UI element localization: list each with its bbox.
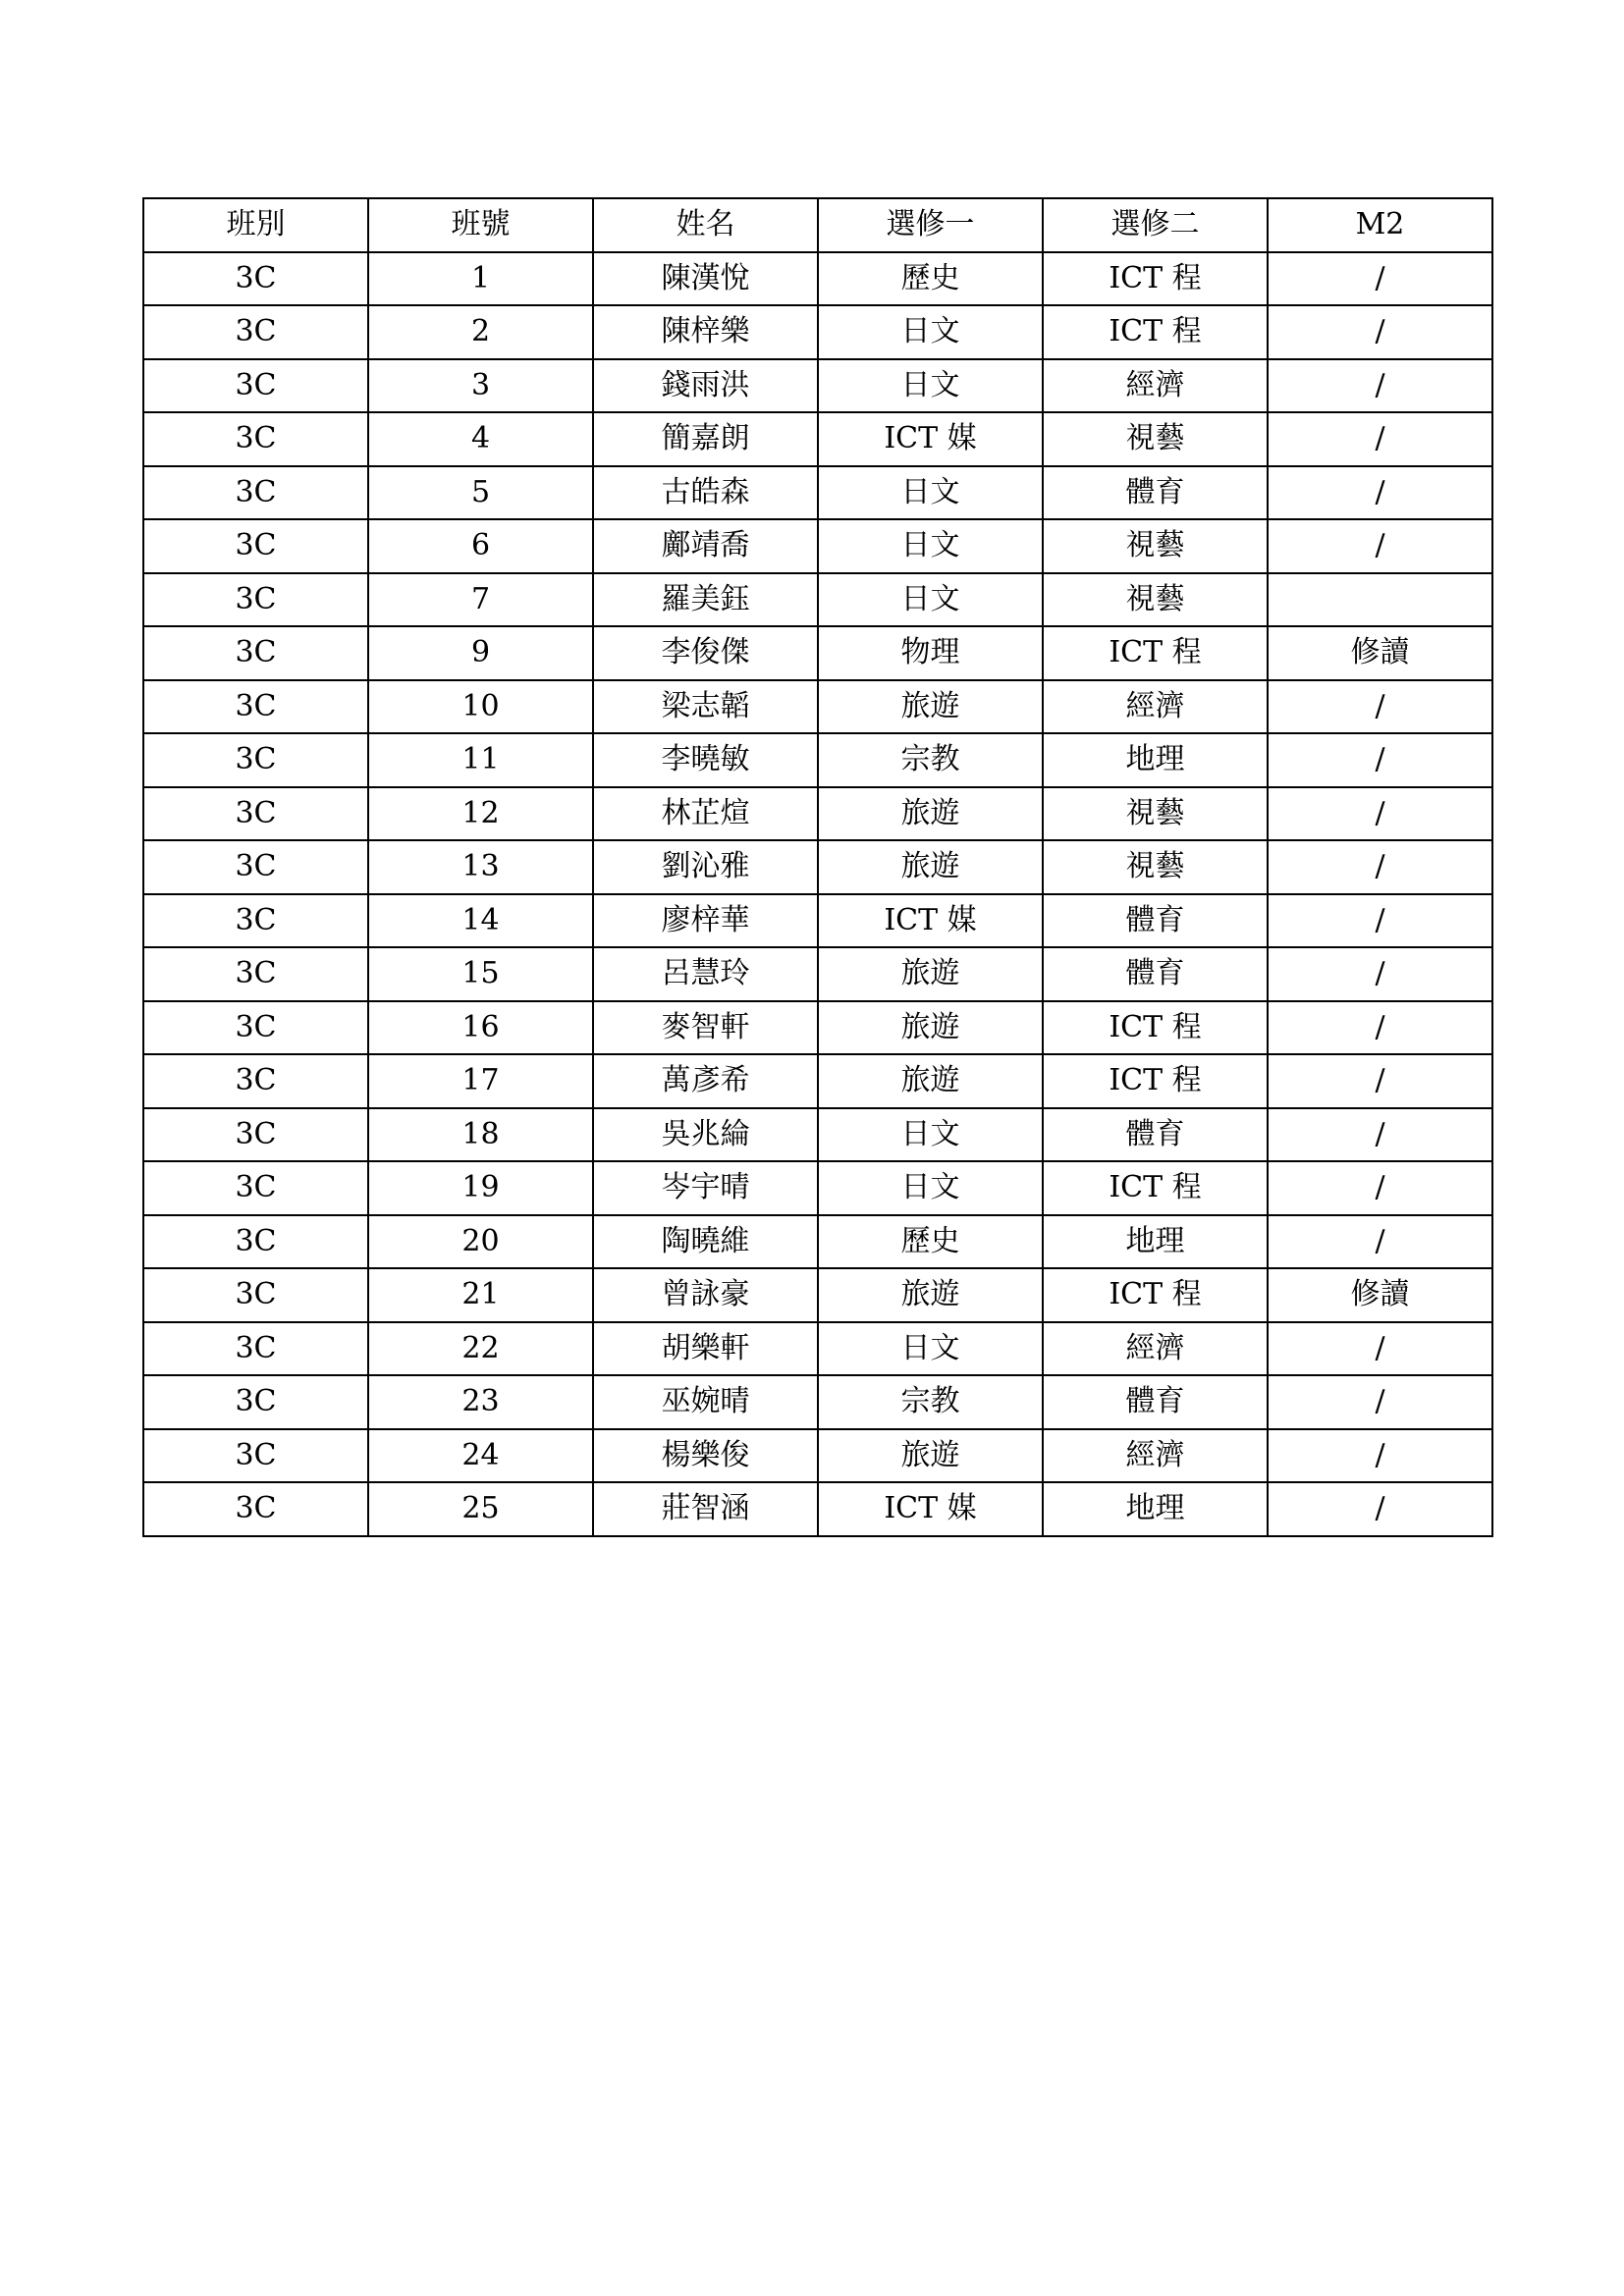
elective-2-cell: ICT 程 bbox=[1043, 1054, 1268, 1108]
elective-2-cell: 體育 bbox=[1043, 466, 1268, 520]
class-number-cell: 18 bbox=[368, 1108, 593, 1162]
class-number-cell: 14 bbox=[368, 894, 593, 948]
elective-2-cell: 體育 bbox=[1043, 894, 1268, 948]
class-number-cell: 17 bbox=[368, 1054, 593, 1108]
table-row bbox=[143, 359, 1492, 413]
table-row bbox=[143, 1054, 1492, 1108]
class-number-cell: 9 bbox=[368, 626, 593, 680]
elective-1-cell: 旅遊 bbox=[818, 1001, 1043, 1055]
m2-cell: / bbox=[1268, 1108, 1492, 1162]
class-number-cell: 4 bbox=[368, 412, 593, 466]
elective-1-cell: 旅遊 bbox=[818, 1429, 1043, 1483]
name-cell: 李曉敏 bbox=[593, 733, 818, 787]
name-cell: 林芷煊 bbox=[593, 787, 818, 841]
m2-cell: / bbox=[1268, 894, 1492, 948]
table-row bbox=[143, 947, 1492, 1001]
elective-1-cell: 日文 bbox=[818, 519, 1043, 573]
elective-2-cell: 經濟 bbox=[1043, 1322, 1268, 1376]
elective-1-cell: 旅遊 bbox=[818, 1268, 1043, 1322]
header-elective-2: 選修二 bbox=[1043, 198, 1268, 252]
m2-cell: 修讀 bbox=[1268, 1268, 1492, 1322]
table-row bbox=[143, 1268, 1492, 1322]
elective-1-cell: 歷史 bbox=[818, 1215, 1043, 1269]
name-cell: 簡嘉朗 bbox=[593, 412, 818, 466]
table-row bbox=[143, 787, 1492, 841]
m2-cell: / bbox=[1268, 412, 1492, 466]
elective-1-cell: 旅遊 bbox=[818, 787, 1043, 841]
class-cell: 3C bbox=[143, 1054, 368, 1108]
name-cell: 巫婉晴 bbox=[593, 1375, 818, 1429]
elective-2-cell: 體育 bbox=[1043, 947, 1268, 1001]
name-cell: 楊樂俊 bbox=[593, 1429, 818, 1483]
header-elective-1: 選修一 bbox=[818, 198, 1043, 252]
name-cell: 胡樂軒 bbox=[593, 1322, 818, 1376]
elective-2-cell: ICT 程 bbox=[1043, 305, 1268, 359]
elective-1-cell: 歷史 bbox=[818, 252, 1043, 306]
name-cell: 梁志韜 bbox=[593, 680, 818, 734]
table-row bbox=[143, 1108, 1492, 1162]
m2-cell: / bbox=[1268, 1429, 1492, 1483]
elective-2-cell: ICT 程 bbox=[1043, 1001, 1268, 1055]
elective-1-cell: 旅遊 bbox=[818, 680, 1043, 734]
m2-cell: / bbox=[1268, 519, 1492, 573]
elective-2-cell: 視藝 bbox=[1043, 840, 1268, 894]
class-cell: 3C bbox=[143, 1482, 368, 1536]
table-row bbox=[143, 1375, 1492, 1429]
class-cell: 3C bbox=[143, 252, 368, 306]
class-cell: 3C bbox=[143, 947, 368, 1001]
name-cell: 廖梓華 bbox=[593, 894, 818, 948]
class-number-cell: 2 bbox=[368, 305, 593, 359]
elective-2-cell: ICT 程 bbox=[1043, 1268, 1268, 1322]
m2-cell: / bbox=[1268, 359, 1492, 413]
m2-cell: / bbox=[1268, 1001, 1492, 1055]
table-row bbox=[143, 252, 1492, 306]
table-row bbox=[143, 1001, 1492, 1055]
elective-2-cell: 視藝 bbox=[1043, 573, 1268, 627]
table-row bbox=[143, 519, 1492, 573]
class-number-cell: 19 bbox=[368, 1161, 593, 1215]
class-cell: 3C bbox=[143, 894, 368, 948]
table-row bbox=[143, 573, 1492, 627]
class-number-cell: 7 bbox=[368, 573, 593, 627]
elective-2-cell: 經濟 bbox=[1043, 680, 1268, 734]
class-number-cell: 22 bbox=[368, 1322, 593, 1376]
class-cell: 3C bbox=[143, 733, 368, 787]
table-row bbox=[143, 680, 1492, 734]
elective-2-cell: 視藝 bbox=[1043, 412, 1268, 466]
name-cell: 呂慧玲 bbox=[593, 947, 818, 1001]
name-cell: 陶曉維 bbox=[593, 1215, 818, 1269]
m2-cell: / bbox=[1268, 1375, 1492, 1429]
m2-cell: / bbox=[1268, 787, 1492, 841]
name-cell: 莊智涵 bbox=[593, 1482, 818, 1536]
m2-cell: / bbox=[1268, 1482, 1492, 1536]
class-number-cell: 5 bbox=[368, 466, 593, 520]
elective-2-cell: 地理 bbox=[1043, 1482, 1268, 1536]
elective-2-cell: 地理 bbox=[1043, 1215, 1268, 1269]
table-row bbox=[143, 1161, 1492, 1215]
table-row bbox=[143, 894, 1492, 948]
table-row bbox=[143, 412, 1492, 466]
class-number-cell: 20 bbox=[368, 1215, 593, 1269]
class-number-cell: 1 bbox=[368, 252, 593, 306]
class-cell: 3C bbox=[143, 519, 368, 573]
elective-2-cell: 視藝 bbox=[1043, 519, 1268, 573]
elective-1-cell: ICT 媒 bbox=[818, 412, 1043, 466]
name-cell: 李俊傑 bbox=[593, 626, 818, 680]
elective-1-cell: 日文 bbox=[818, 1108, 1043, 1162]
class-cell: 3C bbox=[143, 1375, 368, 1429]
name-cell: 萬彥希 bbox=[593, 1054, 818, 1108]
name-cell: 古皓森 bbox=[593, 466, 818, 520]
student-elective-table bbox=[142, 197, 1493, 1537]
header-m2: M2 bbox=[1268, 198, 1492, 252]
class-cell: 3C bbox=[143, 680, 368, 734]
table-row bbox=[143, 626, 1492, 680]
m2-cell: / bbox=[1268, 466, 1492, 520]
class-number-cell: 13 bbox=[368, 840, 593, 894]
table-header-row bbox=[143, 198, 1492, 252]
m2-cell: / bbox=[1268, 1161, 1492, 1215]
header-class: 班別 bbox=[143, 198, 368, 252]
elective-1-cell: 物理 bbox=[818, 626, 1043, 680]
class-cell: 3C bbox=[143, 1001, 368, 1055]
m2-cell: / bbox=[1268, 252, 1492, 306]
name-cell: 陳漢悅 bbox=[593, 252, 818, 306]
header-name: 姓名 bbox=[593, 198, 818, 252]
name-cell: 錢雨洪 bbox=[593, 359, 818, 413]
elective-1-cell: 日文 bbox=[818, 1322, 1043, 1376]
class-number-cell: 25 bbox=[368, 1482, 593, 1536]
name-cell: 吳兆綸 bbox=[593, 1108, 818, 1162]
class-number-cell: 21 bbox=[368, 1268, 593, 1322]
class-cell: 3C bbox=[143, 1268, 368, 1322]
elective-1-cell: 日文 bbox=[818, 573, 1043, 627]
elective-1-cell: 日文 bbox=[818, 1161, 1043, 1215]
class-cell: 3C bbox=[143, 787, 368, 841]
table-row bbox=[143, 1322, 1492, 1376]
table-body bbox=[143, 252, 1492, 1536]
table-row bbox=[143, 466, 1492, 520]
table-row bbox=[143, 1482, 1492, 1536]
elective-2-cell: 地理 bbox=[1043, 733, 1268, 787]
elective-2-cell: ICT 程 bbox=[1043, 626, 1268, 680]
name-cell: 曾詠豪 bbox=[593, 1268, 818, 1322]
class-number-cell: 15 bbox=[368, 947, 593, 1001]
elective-2-cell: ICT 程 bbox=[1043, 252, 1268, 306]
m2-cell: / bbox=[1268, 1215, 1492, 1269]
elective-2-cell: 體育 bbox=[1043, 1108, 1268, 1162]
m2-cell: / bbox=[1268, 1054, 1492, 1108]
class-number-cell: 11 bbox=[368, 733, 593, 787]
elective-2-cell: 體育 bbox=[1043, 1375, 1268, 1429]
m2-cell: 修讀 bbox=[1268, 626, 1492, 680]
table-row bbox=[143, 840, 1492, 894]
m2-cell: / bbox=[1268, 947, 1492, 1001]
class-cell: 3C bbox=[143, 466, 368, 520]
class-number-cell: 24 bbox=[368, 1429, 593, 1483]
class-number-cell: 23 bbox=[368, 1375, 593, 1429]
elective-2-cell: 經濟 bbox=[1043, 359, 1268, 413]
class-cell: 3C bbox=[143, 359, 368, 413]
header-class-number: 班號 bbox=[368, 198, 593, 252]
m2-cell: / bbox=[1268, 1322, 1492, 1376]
class-number-cell: 16 bbox=[368, 1001, 593, 1055]
elective-1-cell: 日文 bbox=[818, 466, 1043, 520]
elective-2-cell: ICT 程 bbox=[1043, 1161, 1268, 1215]
table-row bbox=[143, 1215, 1492, 1269]
class-number-cell: 12 bbox=[368, 787, 593, 841]
m2-cell: / bbox=[1268, 680, 1492, 734]
elective-1-cell: 宗教 bbox=[818, 733, 1043, 787]
table-row bbox=[143, 305, 1492, 359]
class-cell: 3C bbox=[143, 626, 368, 680]
elective-1-cell: 旅遊 bbox=[818, 840, 1043, 894]
elective-1-cell: 旅遊 bbox=[818, 1054, 1043, 1108]
table-row bbox=[143, 1429, 1492, 1483]
name-cell: 麥智軒 bbox=[593, 1001, 818, 1055]
class-number-cell: 6 bbox=[368, 519, 593, 573]
elective-2-cell: 視藝 bbox=[1043, 787, 1268, 841]
elective-1-cell: 日文 bbox=[818, 359, 1043, 413]
name-cell: 羅美鈺 bbox=[593, 573, 818, 627]
elective-1-cell: 宗教 bbox=[818, 1375, 1043, 1429]
name-cell: 劉沁雅 bbox=[593, 840, 818, 894]
elective-2-cell: 經濟 bbox=[1043, 1429, 1268, 1483]
elective-1-cell: 日文 bbox=[818, 305, 1043, 359]
class-cell: 3C bbox=[143, 1215, 368, 1269]
class-cell: 3C bbox=[143, 1161, 368, 1215]
name-cell: 鄺靖喬 bbox=[593, 519, 818, 573]
m2-cell: / bbox=[1268, 305, 1492, 359]
m2-cell bbox=[1268, 573, 1492, 627]
class-number-cell: 3 bbox=[368, 359, 593, 413]
table-row bbox=[143, 733, 1492, 787]
class-cell: 3C bbox=[143, 1322, 368, 1376]
name-cell: 陳梓樂 bbox=[593, 305, 818, 359]
name-cell: 岑宇晴 bbox=[593, 1161, 818, 1215]
elective-1-cell: 旅遊 bbox=[818, 947, 1043, 1001]
elective-1-cell: ICT 媒 bbox=[818, 1482, 1043, 1536]
class-number-cell: 10 bbox=[368, 680, 593, 734]
m2-cell: / bbox=[1268, 840, 1492, 894]
class-cell: 3C bbox=[143, 1429, 368, 1483]
class-cell: 3C bbox=[143, 305, 368, 359]
m2-cell: / bbox=[1268, 733, 1492, 787]
class-cell: 3C bbox=[143, 840, 368, 894]
class-cell: 3C bbox=[143, 1108, 368, 1162]
class-cell: 3C bbox=[143, 573, 368, 627]
class-cell: 3C bbox=[143, 412, 368, 466]
elective-1-cell: ICT 媒 bbox=[818, 894, 1043, 948]
